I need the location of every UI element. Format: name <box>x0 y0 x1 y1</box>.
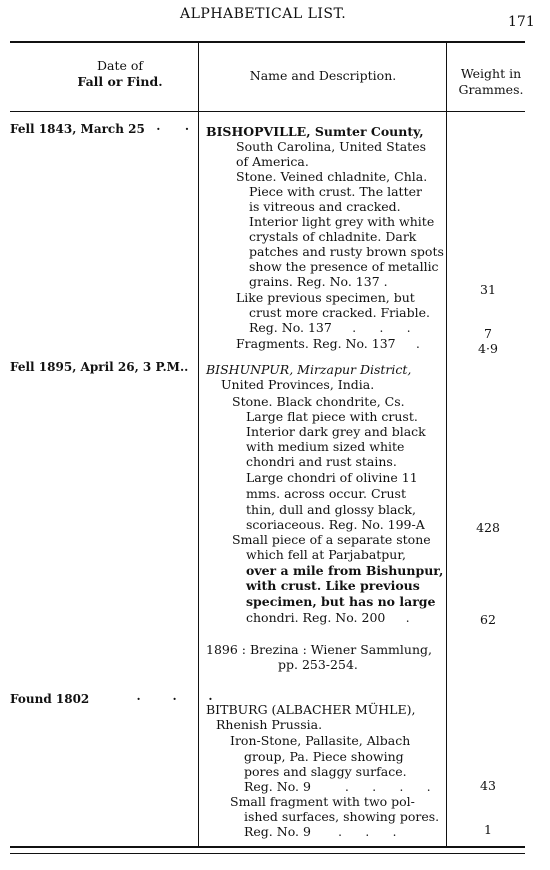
entry-line-text: Fragments. Reg. No. 137 <box>236 336 396 351</box>
date-header-line-1: Date of <box>96 58 144 73</box>
entry-line <box>249 320 414 336</box>
weight-column-header <box>448 66 534 98</box>
weight-value: 62 <box>480 612 496 627</box>
entry-line: BITBURG (ALBACHER MÜHLE), <box>206 702 416 717</box>
entry-line: ished surfaces, showing pores. <box>244 809 440 824</box>
entry-line: Stone. Black chondrite, Cs. <box>232 394 405 409</box>
entry-line: crystals of chladnite. Dark <box>249 229 417 244</box>
entry-line: patches and rusty brown spots <box>249 244 444 259</box>
entry-date-text: Found 1802 <box>10 692 90 706</box>
entry-date <box>10 692 216 706</box>
entry-line: with crust. Like previous <box>246 578 420 593</box>
entry-line: of America. <box>236 154 309 169</box>
reference-line: pp. 253-254. <box>278 657 358 672</box>
entry-line-text: Reg. No. 9 <box>244 779 311 794</box>
weight-value: 43 <box>480 778 496 793</box>
entry-date <box>10 122 192 136</box>
reference-text: 1896 : Brezina : Wiener Sammlung, <box>206 642 432 657</box>
entry-line: United Provinces, India. <box>221 377 375 392</box>
entry-line <box>206 362 411 377</box>
entry-line: pores and slaggy surface. <box>244 764 407 779</box>
running-header: ALPHABETICAL LIST. <box>180 6 347 22</box>
top-rule <box>10 41 525 43</box>
entry-line: show the presence of metallic <box>249 259 439 274</box>
leader-dots: . . . <box>331 321 414 335</box>
weight-header-line-1: Weight in <box>460 66 522 81</box>
leader-dots: · · <box>149 122 193 136</box>
name-column-header: Name and Description. <box>249 68 397 83</box>
entry-line: over a mile from Bishunpur, <box>246 563 444 578</box>
entry-line: Piece with crust. The latter <box>249 184 422 199</box>
date-column-header <box>60 58 180 90</box>
entry-line <box>236 336 423 352</box>
entry-line: grains. Reg. No. 137 . <box>249 274 388 289</box>
weight-value: 31 <box>480 282 496 297</box>
entry-date <box>10 360 188 374</box>
bottom-rule-thin <box>10 853 525 854</box>
entry-line: Rhenish Prussia. <box>216 717 323 732</box>
entry-line: scoriaceous. Reg. No. 199-A <box>246 517 425 532</box>
entry-line: Iron-Stone, Pallasite, Albach <box>230 733 411 748</box>
entry-line: specimen, but has no large <box>246 594 436 609</box>
reference-line <box>206 642 432 657</box>
entry-line: Like previous specimen, but <box>236 290 415 305</box>
weight-header-line-2: Grammes. <box>458 82 524 97</box>
leader-dots: . . . <box>310 825 400 839</box>
entry-line: crust more cracked. Friable. <box>249 305 430 320</box>
entry-line: is vitreous and cracked. <box>249 199 401 214</box>
leader-dots: . <box>395 337 423 351</box>
entry-line <box>206 124 424 139</box>
header-rule <box>10 111 525 112</box>
weight-value: 7 <box>484 326 492 341</box>
entry-line: which fell at Parjabatpur, <box>246 547 406 562</box>
entry-line <box>244 779 434 795</box>
entry-line: chondri and rust stains. <box>246 454 397 469</box>
column-divider-2 <box>446 41 447 846</box>
date-header-line-2: Fall or Find. <box>77 74 163 89</box>
entry-line: Small piece of a separate stone <box>232 532 431 547</box>
entry-line: Large chondri of olivine 11 <box>246 470 418 485</box>
entry-line <box>244 824 400 840</box>
weight-value: 4·9 <box>478 341 498 356</box>
entry-title: BISHOPVILLE, Sumter County, <box>206 124 424 139</box>
entry-line: Interior light grey with white <box>249 214 435 229</box>
entry-line: Small fragment with two pol- <box>230 794 415 809</box>
weight-value: 1 <box>484 822 492 837</box>
entry-line: Interior dark grey and black <box>246 424 426 439</box>
leader-dots: . <box>385 611 413 625</box>
column-divider-1 <box>198 41 199 846</box>
entry-line: Stone. Veined chladnite, Chla. <box>236 169 428 184</box>
weight-value: 428 <box>476 520 500 535</box>
entry-date-text: Fell 1843, March 25 <box>10 122 145 136</box>
entry-line-text: Reg. No. 137 <box>249 320 332 335</box>
entry-line <box>246 610 413 626</box>
entry-title: BISHUNPUR, Mirzapur District, <box>206 362 412 377</box>
bottom-rule <box>10 846 525 848</box>
entry-line: mms. across occur. Crust <box>246 486 406 501</box>
entry-line: thin, dull and glossy black, <box>246 502 416 517</box>
entry-line: with medium sized white <box>246 439 405 454</box>
entry-date-text: Fell 1895, April 26, 3 P.M.. <box>10 360 189 374</box>
entry-line-text: Reg. No. 9 <box>244 824 311 839</box>
entry-line: group, Pa. Piece showing <box>244 749 404 764</box>
leader-dots: . . . . <box>310 780 434 794</box>
entry-line: Large flat piece with crust. <box>246 409 418 424</box>
entry-line: South Carolina, United States <box>236 139 427 154</box>
entry-line-text: chondri. Reg. No. 200 <box>246 610 386 625</box>
page-number: 171 <box>508 14 535 30</box>
leader-dots: · · · <box>93 692 216 706</box>
